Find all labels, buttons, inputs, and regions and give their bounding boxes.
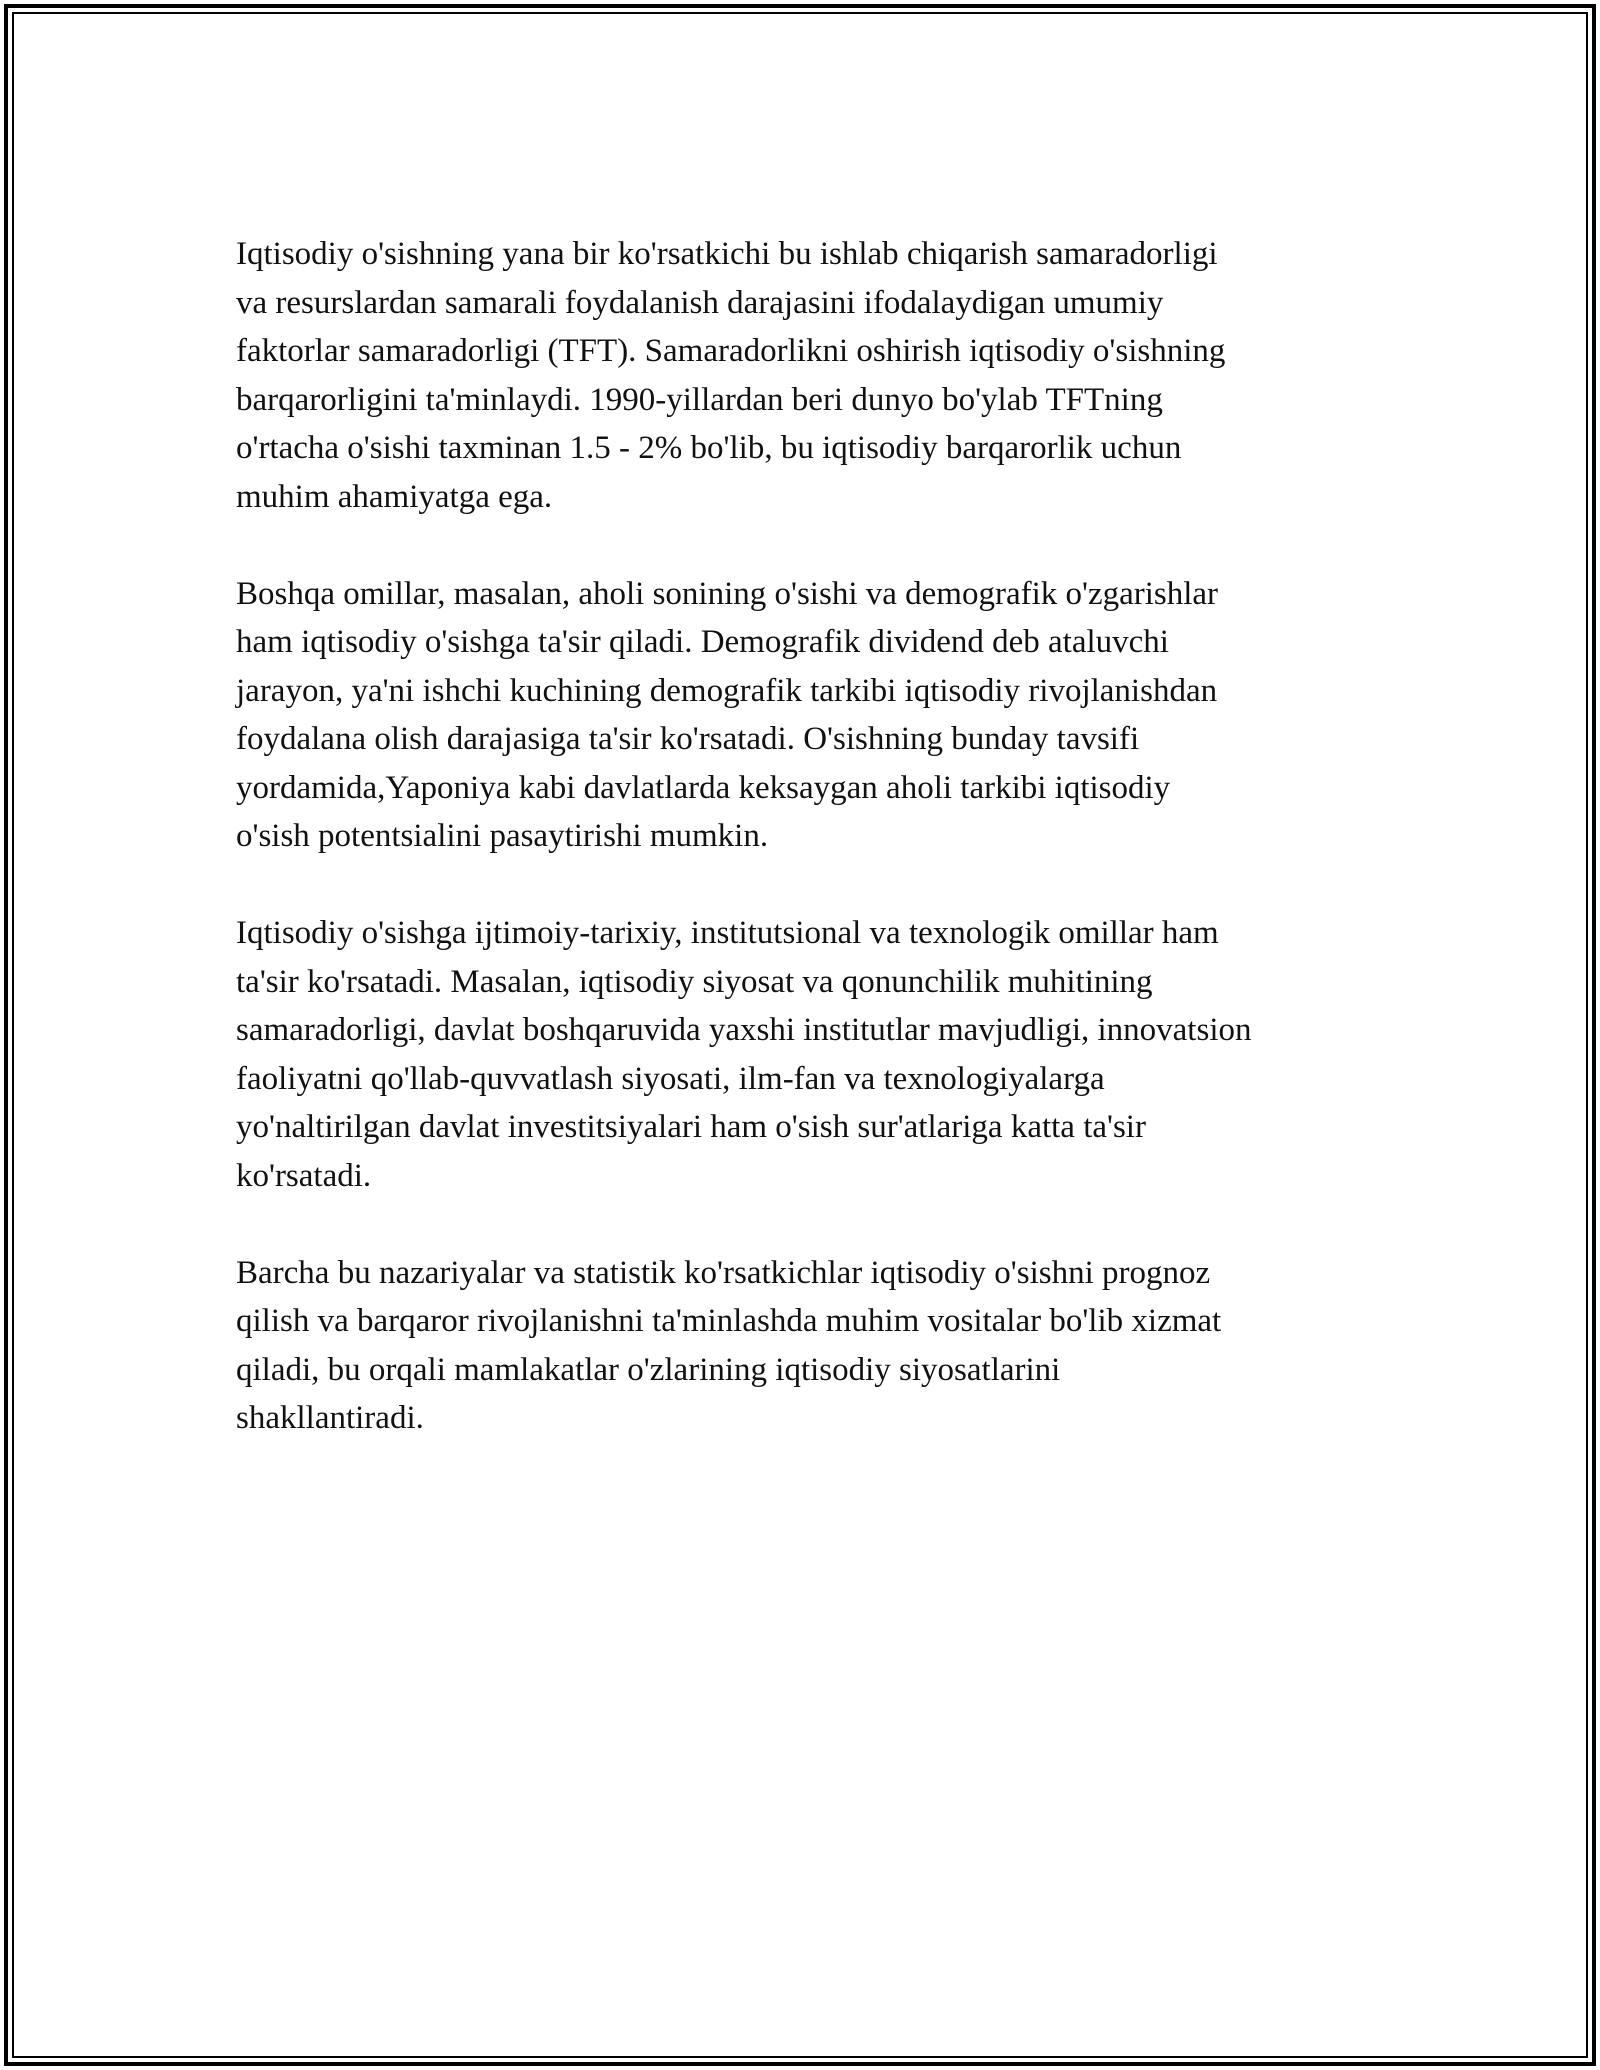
paragraph-4 xyxy=(236,1249,1386,1443)
paragraph-line: samaradorligi, davlat boshqaruvida yaxshi institutlar mavjudligi, innovatsion xyxy=(236,1012,1252,1048)
paragraph-line: o'sish potentsialini pasaytirishi mumkin. xyxy=(236,818,769,854)
paragraph-line: yo'naltirilgan davlat investitsiyalari ham o'sish sur'atlariga katta ta'sir xyxy=(236,1109,1146,1145)
paragraph-line: o'rtacha o'sishi taxminan 1.5 - 2% bo'lib, bu iqtisodiy barqarorlik uchun xyxy=(236,430,1182,466)
paragraph-line: Barcha bu nazariyalar va statistik ko'rsatkichlar iqtisodiy o'sishni prognoz xyxy=(236,1254,1211,1291)
paragraph-1 xyxy=(236,230,1386,521)
paragraph-line: va resurslardan samarali foydalanish darajasini ifodalaydigan umumiy xyxy=(236,284,1164,321)
paragraph-3 xyxy=(236,909,1386,1200)
paragraph-line: ham iqtisodiy o'sishga ta'sir qiladi. Demografik dividend deb ataluvchi xyxy=(236,624,1169,660)
paragraph-line: barqarorligini ta'minlaydi. 1990-yillardan beri dunyo bo'ylab TFTning xyxy=(236,381,1163,418)
paragraph-line: qiladi, bu orqali mamlakatlar o'zlarining iqtisodiy siyosatlarini xyxy=(236,1351,1061,1388)
paragraph-line: ko'rsatadi. xyxy=(236,1157,372,1194)
paragraph-line: Iqtisodiy o'sishga ijtimoiy-tarixiy, institutsional va texnologik omillar ham xyxy=(236,915,1219,951)
paragraph-line: Iqtisodiy o'sishning yana bir ko'rsatkichi bu ishlab chiqarish samaradorligi xyxy=(236,236,1218,272)
document-body xyxy=(236,230,1386,1443)
paragraph-2 xyxy=(236,570,1386,861)
paragraph-line: muhim ahamiyatga ega. xyxy=(236,478,553,515)
paragraph-line: foydalana olish darajasiga ta'sir ko'rsatadi. O'sishning bunday tavsifi xyxy=(236,721,1140,757)
paragraph-line: faoliyatni qo'llab-quvvatlash siyosati, ilm-fan va texnologiyalarga xyxy=(236,1060,1105,1097)
paragraph-line: yordamida,Yaponiya kabi davlatlarda keksaygan aholi tarkibi iqtisodiy xyxy=(236,769,1171,806)
paragraph-line: faktorlar samaradorligi (TFT). Samaradorlikni oshirish iqtisodiy o'sishning xyxy=(236,333,1226,369)
paragraph-line: qilish va barqaror rivojlanishni ta'minlashda muhim vositalar bo'lib xizmat xyxy=(236,1303,1222,1339)
paragraph-line: ta'sir ko'rsatadi. Masalan, iqtisodiy siyosat va qonunchilik muhitining xyxy=(236,963,1153,1000)
paragraph-line: shakllantiradi. xyxy=(236,1400,424,1436)
paragraph-line: jarayon, ya'ni ishchi kuchining demografik tarkibi iqtisodiy rivojlanishdan xyxy=(236,672,1218,709)
paragraph-line: Boshqa omillar, masalan, aholi sonining o'sishi va demografik o'zgarishlar xyxy=(236,575,1219,612)
